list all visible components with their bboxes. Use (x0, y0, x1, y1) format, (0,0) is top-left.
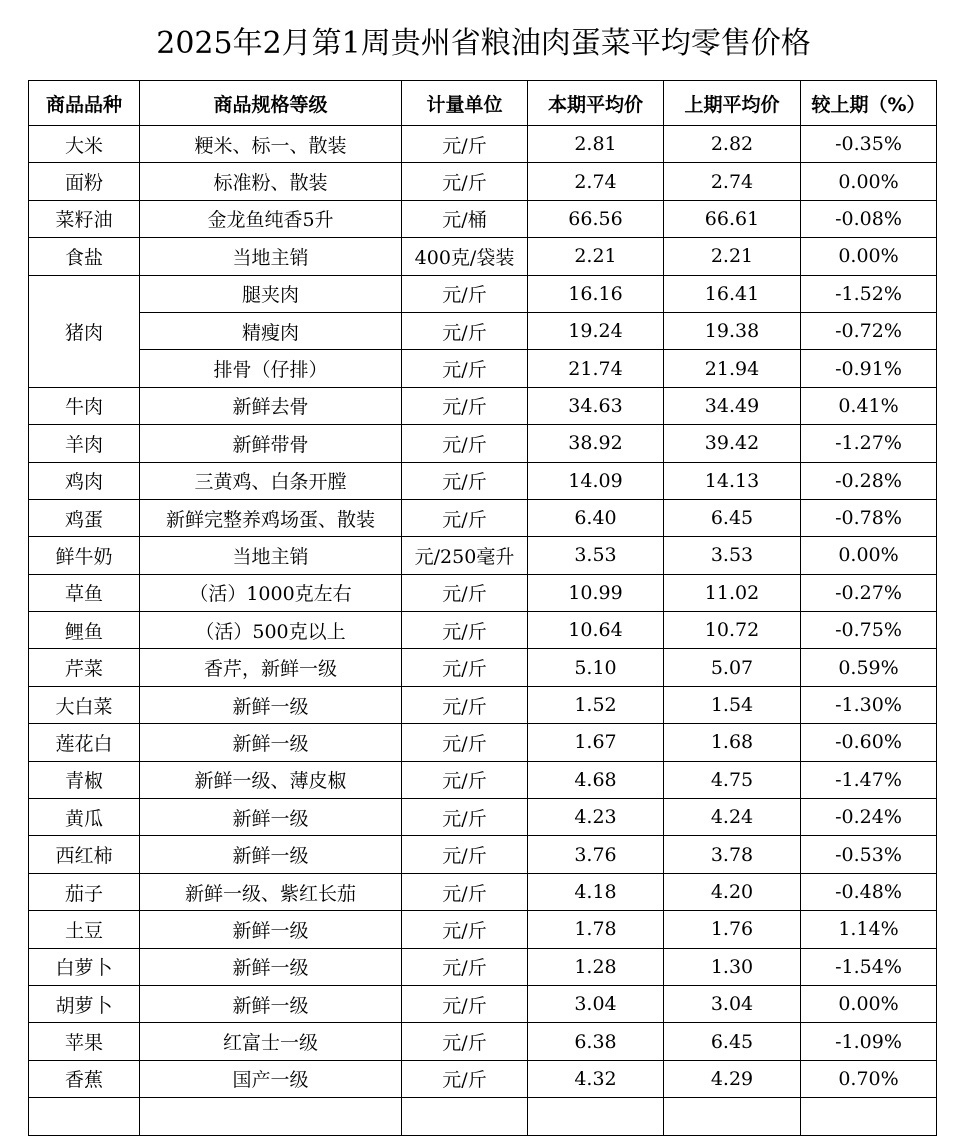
cell-unit: 元/斤 (402, 350, 528, 387)
table-row (29, 387, 937, 424)
cell-previous-price: 4.75 (664, 761, 801, 798)
header-previous-price: 上期平均价 (664, 81, 801, 126)
table-row (29, 1023, 937, 1060)
cell-change: -1.09% (801, 1023, 937, 1060)
cell-change: -1.30% (801, 686, 937, 723)
cell-current-price: 4.32 (528, 1060, 664, 1097)
table-row (29, 126, 937, 163)
cell-change: -1.52% (801, 275, 937, 312)
cell-spec: 新鲜一级、紫红长茄 (140, 873, 402, 910)
cell-previous-price: 3.04 (664, 985, 801, 1022)
cell-unit: 元/斤 (402, 312, 528, 349)
cell-unit: 元/斤 (402, 574, 528, 611)
table-row (29, 911, 937, 948)
cell-unit: 元/斤 (402, 985, 528, 1022)
cell-current-price: 1.67 (528, 724, 664, 761)
cell-commodity: 白萝卜 (29, 948, 140, 985)
table-row (29, 799, 937, 836)
cell-commodity: 食盐 (29, 238, 140, 275)
cell-current-price: 10.99 (528, 574, 664, 611)
cell-commodity: 西红柿 (29, 836, 140, 873)
cell-previous-price: 4.29 (664, 1060, 801, 1097)
cell-previous-price: 6.45 (664, 499, 801, 536)
cell-previous-price: 1.76 (664, 911, 801, 948)
cell-unit: 元/斤 (402, 1023, 528, 1060)
cell-unit: 元/斤 (402, 499, 528, 536)
cell-current-price: 38.92 (528, 425, 664, 462)
cell-unit: 元/斤 (402, 275, 528, 312)
cell-spec: 新鲜去骨 (140, 387, 402, 424)
table-row (29, 985, 937, 1022)
cell-unit: 元/斤 (402, 686, 528, 723)
table-row (29, 275, 937, 312)
header-unit: 计量单位 (402, 81, 528, 126)
cell-spec: 腿夹肉 (140, 275, 402, 312)
cell-previous-price: 19.38 (664, 312, 801, 349)
cell-previous-price: 34.49 (664, 387, 801, 424)
cell-spec: 新鲜一级 (140, 948, 402, 985)
table-row (29, 612, 937, 649)
cell-change (801, 1098, 937, 1135)
cell-commodity: 茄子 (29, 873, 140, 910)
cell-commodity: 鲜牛奶 (29, 537, 140, 574)
cell-current-price: 14.09 (528, 462, 664, 499)
table-row (29, 948, 937, 985)
table-row (29, 350, 937, 387)
cell-spec: 新鲜一级 (140, 686, 402, 723)
cell-unit: 元/斤 (402, 761, 528, 798)
cell-commodity: 香蕉 (29, 1060, 140, 1097)
cell-spec: 排骨（仔排） (140, 350, 402, 387)
cell-commodity: 草鱼 (29, 574, 140, 611)
cell-change: -0.48% (801, 873, 937, 910)
cell-current-price: 16.16 (528, 275, 664, 312)
cell-change: 0.00% (801, 985, 937, 1022)
cell-unit: 元/斤 (402, 799, 528, 836)
cell-current-price: 10.64 (528, 612, 664, 649)
cell-spec (140, 1098, 402, 1135)
header-change: 较上期（%） (801, 81, 937, 126)
table-row (29, 1060, 937, 1097)
cell-current-price: 66.56 (528, 200, 664, 237)
cell-change: -0.08% (801, 200, 937, 237)
cell-change: -0.78% (801, 499, 937, 536)
cell-unit: 元/斤 (402, 462, 528, 499)
cell-change: 0.59% (801, 649, 937, 686)
cell-previous-price: 1.54 (664, 686, 801, 723)
cell-commodity: 黄瓜 (29, 799, 140, 836)
header-commodity: 商品品种 (29, 81, 140, 126)
cell-spec: 标准粉、散装 (140, 163, 402, 200)
cell-current-price: 3.04 (528, 985, 664, 1022)
cell-unit: 元/斤 (402, 126, 528, 163)
cell-current-price: 2.74 (528, 163, 664, 200)
cell-unit: 元/斤 (402, 612, 528, 649)
cell-commodity: 土豆 (29, 911, 140, 948)
cell-change: 0.00% (801, 163, 937, 200)
cell-change: 1.14% (801, 911, 937, 948)
cell-spec: 三黄鸡、白条开膛 (140, 462, 402, 499)
price-table (28, 80, 937, 1136)
cell-current-price: 6.38 (528, 1023, 664, 1060)
cell-commodity (29, 1098, 140, 1135)
cell-spec: 新鲜一级 (140, 836, 402, 873)
cell-unit: 元/桶 (402, 200, 528, 237)
cell-spec: 精瘦肉 (140, 312, 402, 349)
cell-commodity: 羊肉 (29, 425, 140, 462)
table-row (29, 873, 937, 910)
cell-change: -1.47% (801, 761, 937, 798)
cell-current-price: 3.53 (528, 537, 664, 574)
table-row (29, 686, 937, 723)
cell-previous-price: 6.45 (664, 1023, 801, 1060)
cell-change: 0.00% (801, 537, 937, 574)
cell-current-price: 1.78 (528, 911, 664, 948)
cell-previous-price: 2.21 (664, 238, 801, 275)
cell-current-price: 5.10 (528, 649, 664, 686)
cell-spec: 新鲜一级 (140, 985, 402, 1022)
cell-commodity: 青椒 (29, 761, 140, 798)
table-row (29, 574, 937, 611)
cell-previous-price (664, 1098, 801, 1135)
cell-spec: 粳米、标一、散装 (140, 126, 402, 163)
page-title: 2025年2月第1周贵州省粮油肉蛋菜平均零售价格 (156, 26, 811, 61)
cell-change: -0.75% (801, 612, 937, 649)
cell-spec: 香芹，新鲜一级 (140, 649, 402, 686)
cell-unit: 元/斤 (402, 911, 528, 948)
cell-spec: 金龙鱼纯香5升 (140, 200, 402, 237)
table-row (29, 836, 937, 873)
cell-previous-price: 2.74 (664, 163, 801, 200)
table-row (29, 238, 937, 275)
cell-spec: 国产一级 (140, 1060, 402, 1097)
cell-spec: 新鲜一级 (140, 911, 402, 948)
cell-current-price: 4.23 (528, 799, 664, 836)
cell-previous-price: 39.42 (664, 425, 801, 462)
cell-previous-price: 1.30 (664, 948, 801, 985)
cell-previous-price: 21.94 (664, 350, 801, 387)
cell-previous-price: 14.13 (664, 462, 801, 499)
cell-change: -1.54% (801, 948, 937, 985)
cell-previous-price: 10.72 (664, 612, 801, 649)
cell-unit: 元/斤 (402, 873, 528, 910)
cell-unit: 元/250毫升 (402, 537, 528, 574)
cell-unit: 元/斤 (402, 836, 528, 873)
cell-spec: 新鲜一级 (140, 799, 402, 836)
cell-commodity: 面粉 (29, 163, 140, 200)
cell-change: -0.53% (801, 836, 937, 873)
cell-current-price: 6.40 (528, 499, 664, 536)
cell-current-price: 19.24 (528, 312, 664, 349)
cell-previous-price: 16.41 (664, 275, 801, 312)
cell-current-price: 2.81 (528, 126, 664, 163)
cell-unit: 元/斤 (402, 387, 528, 424)
table-row (29, 200, 937, 237)
cell-spec: 新鲜完整养鸡场蛋、散装 (140, 499, 402, 536)
cell-spec: 新鲜带骨 (140, 425, 402, 462)
cell-current-price (528, 1098, 664, 1135)
cell-spec: 红富士一级 (140, 1023, 402, 1060)
table-row (29, 537, 937, 574)
cell-change: 0.70% (801, 1060, 937, 1097)
cell-change: -0.60% (801, 724, 937, 761)
cell-previous-price: 3.78 (664, 836, 801, 873)
cell-unit (402, 1098, 528, 1135)
cell-commodity: 鸡肉 (29, 462, 140, 499)
cell-unit: 400克/袋装 (402, 238, 528, 275)
cell-previous-price: 4.24 (664, 799, 801, 836)
cell-previous-price: 3.53 (664, 537, 801, 574)
table-header-row (29, 81, 937, 126)
cell-current-price: 3.76 (528, 836, 664, 873)
cell-change: 0.41% (801, 387, 937, 424)
cell-current-price: 2.21 (528, 238, 664, 275)
cell-change: -0.72% (801, 312, 937, 349)
header-spec: 商品规格等级 (140, 81, 402, 126)
cell-commodity-merged: 猪肉 (29, 275, 140, 387)
table-row (29, 1098, 937, 1135)
cell-commodity: 鲤鱼 (29, 612, 140, 649)
cell-commodity: 鸡蛋 (29, 499, 140, 536)
cell-current-price: 34.63 (528, 387, 664, 424)
cell-current-price: 1.52 (528, 686, 664, 723)
cell-current-price: 21.74 (528, 350, 664, 387)
cell-previous-price: 4.20 (664, 873, 801, 910)
cell-change: -1.27% (801, 425, 937, 462)
table-row (29, 724, 937, 761)
table-row (29, 761, 937, 798)
table-row (29, 425, 937, 462)
cell-change: -0.35% (801, 126, 937, 163)
cell-unit: 元/斤 (402, 163, 528, 200)
cell-change: 0.00% (801, 238, 937, 275)
cell-spec: 新鲜一级 (140, 724, 402, 761)
cell-commodity: 胡萝卜 (29, 985, 140, 1022)
table-row (29, 312, 937, 349)
cell-commodity: 莲花白 (29, 724, 140, 761)
cell-spec: （活）1000克左右 (140, 574, 402, 611)
cell-spec: 当地主销 (140, 238, 402, 275)
table-row (29, 462, 937, 499)
cell-commodity: 大白菜 (29, 686, 140, 723)
cell-current-price: 4.18 (528, 873, 664, 910)
cell-commodity: 牛肉 (29, 387, 140, 424)
cell-commodity: 菜籽油 (29, 200, 140, 237)
cell-previous-price: 2.82 (664, 126, 801, 163)
cell-unit: 元/斤 (402, 425, 528, 462)
cell-change: -0.91% (801, 350, 937, 387)
cell-unit: 元/斤 (402, 1060, 528, 1097)
cell-change: -0.28% (801, 462, 937, 499)
table-row (29, 649, 937, 686)
cell-commodity: 芹菜 (29, 649, 140, 686)
cell-change: -0.27% (801, 574, 937, 611)
cell-previous-price: 11.02 (664, 574, 801, 611)
header-current-price: 本期平均价 (528, 81, 664, 126)
cell-change: -0.24% (801, 799, 937, 836)
table-row (29, 163, 937, 200)
cell-previous-price: 1.68 (664, 724, 801, 761)
table-row (29, 499, 937, 536)
cell-unit: 元/斤 (402, 649, 528, 686)
cell-previous-price: 66.61 (664, 200, 801, 237)
cell-unit: 元/斤 (402, 948, 528, 985)
cell-spec: 新鲜一级、薄皮椒 (140, 761, 402, 798)
cell-spec: （活）500克以上 (140, 612, 402, 649)
cell-commodity: 大米 (29, 126, 140, 163)
cell-unit: 元/斤 (402, 724, 528, 761)
cell-previous-price: 5.07 (664, 649, 801, 686)
cell-current-price: 1.28 (528, 948, 664, 985)
cell-current-price: 4.68 (528, 761, 664, 798)
cell-spec: 当地主销 (140, 537, 402, 574)
cell-commodity: 苹果 (29, 1023, 140, 1060)
